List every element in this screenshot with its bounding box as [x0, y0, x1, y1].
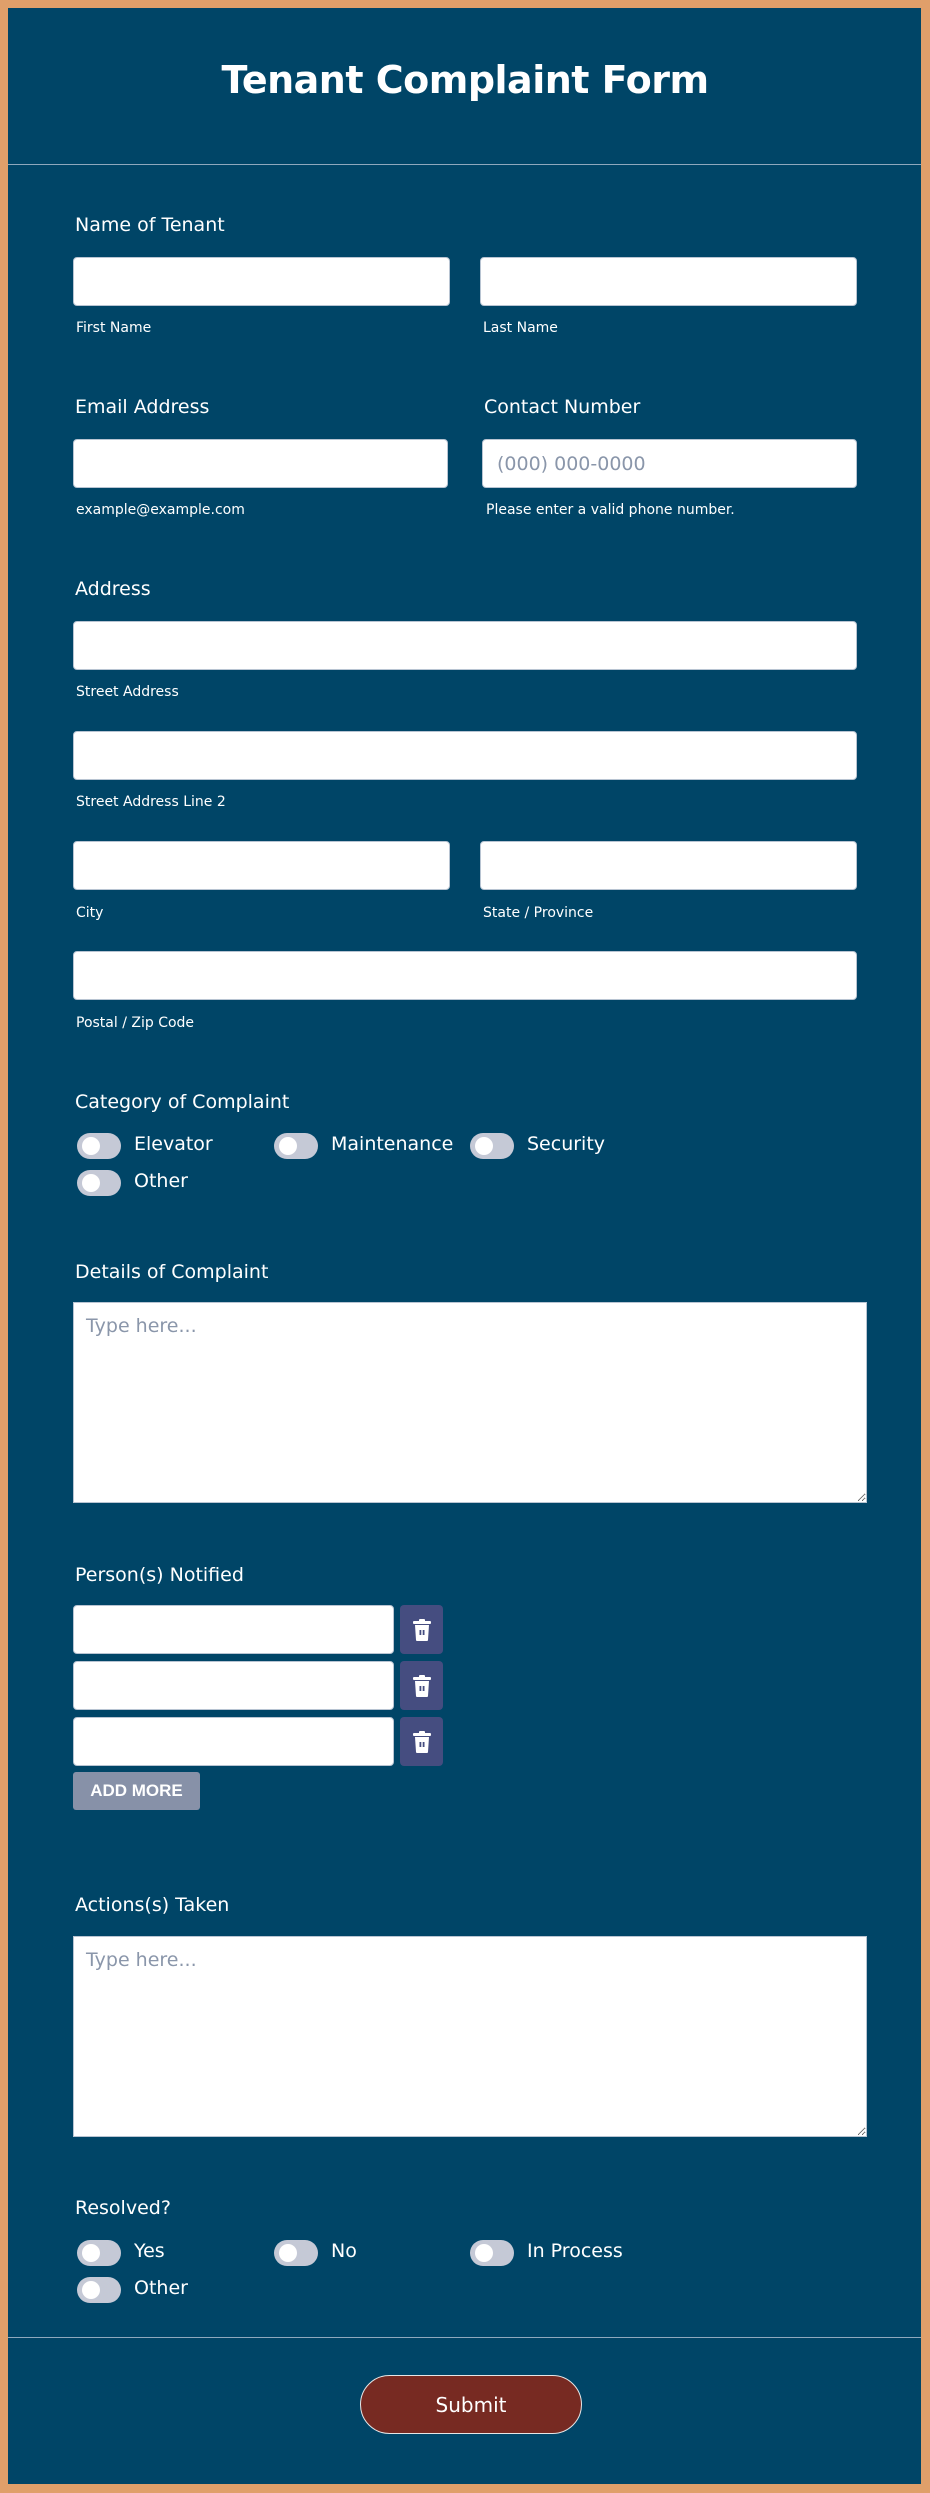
- option-elevator-label[interactable]: Elevator: [134, 1133, 213, 1155]
- option-other-resolved-label[interactable]: Other: [134, 2277, 188, 2299]
- toggle-other-resolved[interactable]: [77, 2277, 121, 2303]
- category-label: Category of Complaint: [75, 1091, 290, 1113]
- address-label: Address: [75, 578, 151, 600]
- toggle-security[interactable]: [470, 1133, 514, 1159]
- phone-input[interactable]: [482, 439, 857, 488]
- option-other-category-label[interactable]: Other: [134, 1170, 188, 1192]
- phone-label: Contact Number: [484, 396, 641, 418]
- person-input-3[interactable]: [73, 1717, 394, 1766]
- toggle-knob: [475, 1137, 493, 1155]
- state-input[interactable]: [480, 841, 857, 890]
- toggle-knob: [82, 1174, 100, 1192]
- toggle-elevator[interactable]: [77, 1133, 121, 1159]
- delete-person-1-button[interactable]: [400, 1605, 443, 1654]
- toggle-no[interactable]: [274, 2240, 318, 2266]
- toggle-knob: [279, 1137, 297, 1155]
- toggle-other-category[interactable]: [77, 1170, 121, 1196]
- footer-divider: [8, 2337, 921, 2338]
- toggle-knob: [82, 2281, 100, 2299]
- option-security-label[interactable]: Security: [527, 1133, 606, 1155]
- trash-icon: [413, 1731, 431, 1753]
- street-address-line2-input[interactable]: [73, 731, 857, 780]
- trash-icon: [413, 1675, 431, 1697]
- option-in-process-label[interactable]: In Process: [527, 2240, 623, 2262]
- resolved-label: Resolved?: [75, 2197, 171, 2219]
- city-input[interactable]: [73, 841, 450, 890]
- toggle-yes[interactable]: [77, 2240, 121, 2266]
- name-label: Name of Tenant: [75, 214, 225, 236]
- last-name-input[interactable]: [480, 257, 857, 306]
- person-input-2[interactable]: [73, 1661, 394, 1710]
- street-address-input[interactable]: [73, 621, 857, 670]
- option-no-label[interactable]: No: [331, 2240, 357, 2262]
- email-label: Email Address: [75, 396, 210, 418]
- first-name-sublabel: First Name: [76, 320, 152, 336]
- details-textarea[interactable]: [73, 1302, 867, 1503]
- details-label: Details of Complaint: [75, 1261, 269, 1283]
- toggle-knob: [475, 2244, 493, 2262]
- city-sublabel: City: [76, 905, 104, 921]
- delete-person-3-button[interactable]: [400, 1717, 443, 1766]
- person-input-1[interactable]: [73, 1605, 394, 1654]
- phone-sublabel: Please enter a valid phone number.: [486, 502, 735, 518]
- state-sublabel: State / Province: [483, 905, 594, 921]
- trash-icon: [413, 1619, 431, 1641]
- email-sublabel: example@example.com: [76, 502, 245, 518]
- toggle-knob: [279, 2244, 297, 2262]
- persons-label: Person(s) Notified: [75, 1564, 244, 1586]
- toggle-knob: [82, 2244, 100, 2262]
- add-more-button[interactable]: ADD MORE: [73, 1772, 200, 1810]
- street-address-line2-sublabel: Street Address Line 2: [76, 794, 226, 810]
- actions-label: Actions(s) Taken: [75, 1894, 230, 1916]
- toggle-maintenance[interactable]: [274, 1133, 318, 1159]
- last-name-sublabel: Last Name: [483, 320, 558, 336]
- header-divider: [8, 164, 921, 165]
- actions-textarea[interactable]: [73, 1936, 867, 2137]
- postal-code-sublabel: Postal / Zip Code: [76, 1015, 195, 1031]
- submit-button[interactable]: Submit: [360, 2375, 582, 2434]
- email-input[interactable]: [73, 439, 448, 488]
- toggle-knob: [82, 1137, 100, 1155]
- delete-person-2-button[interactable]: [400, 1661, 443, 1710]
- option-yes-label[interactable]: Yes: [134, 2240, 165, 2262]
- toggle-in-process[interactable]: [470, 2240, 514, 2266]
- page-title: Tenant Complaint Form: [221, 58, 709, 102]
- street-address-sublabel: Street Address: [76, 684, 179, 700]
- postal-code-input[interactable]: [73, 951, 857, 1000]
- first-name-input[interactable]: [73, 257, 450, 306]
- option-maintenance-label[interactable]: Maintenance: [331, 1133, 454, 1155]
